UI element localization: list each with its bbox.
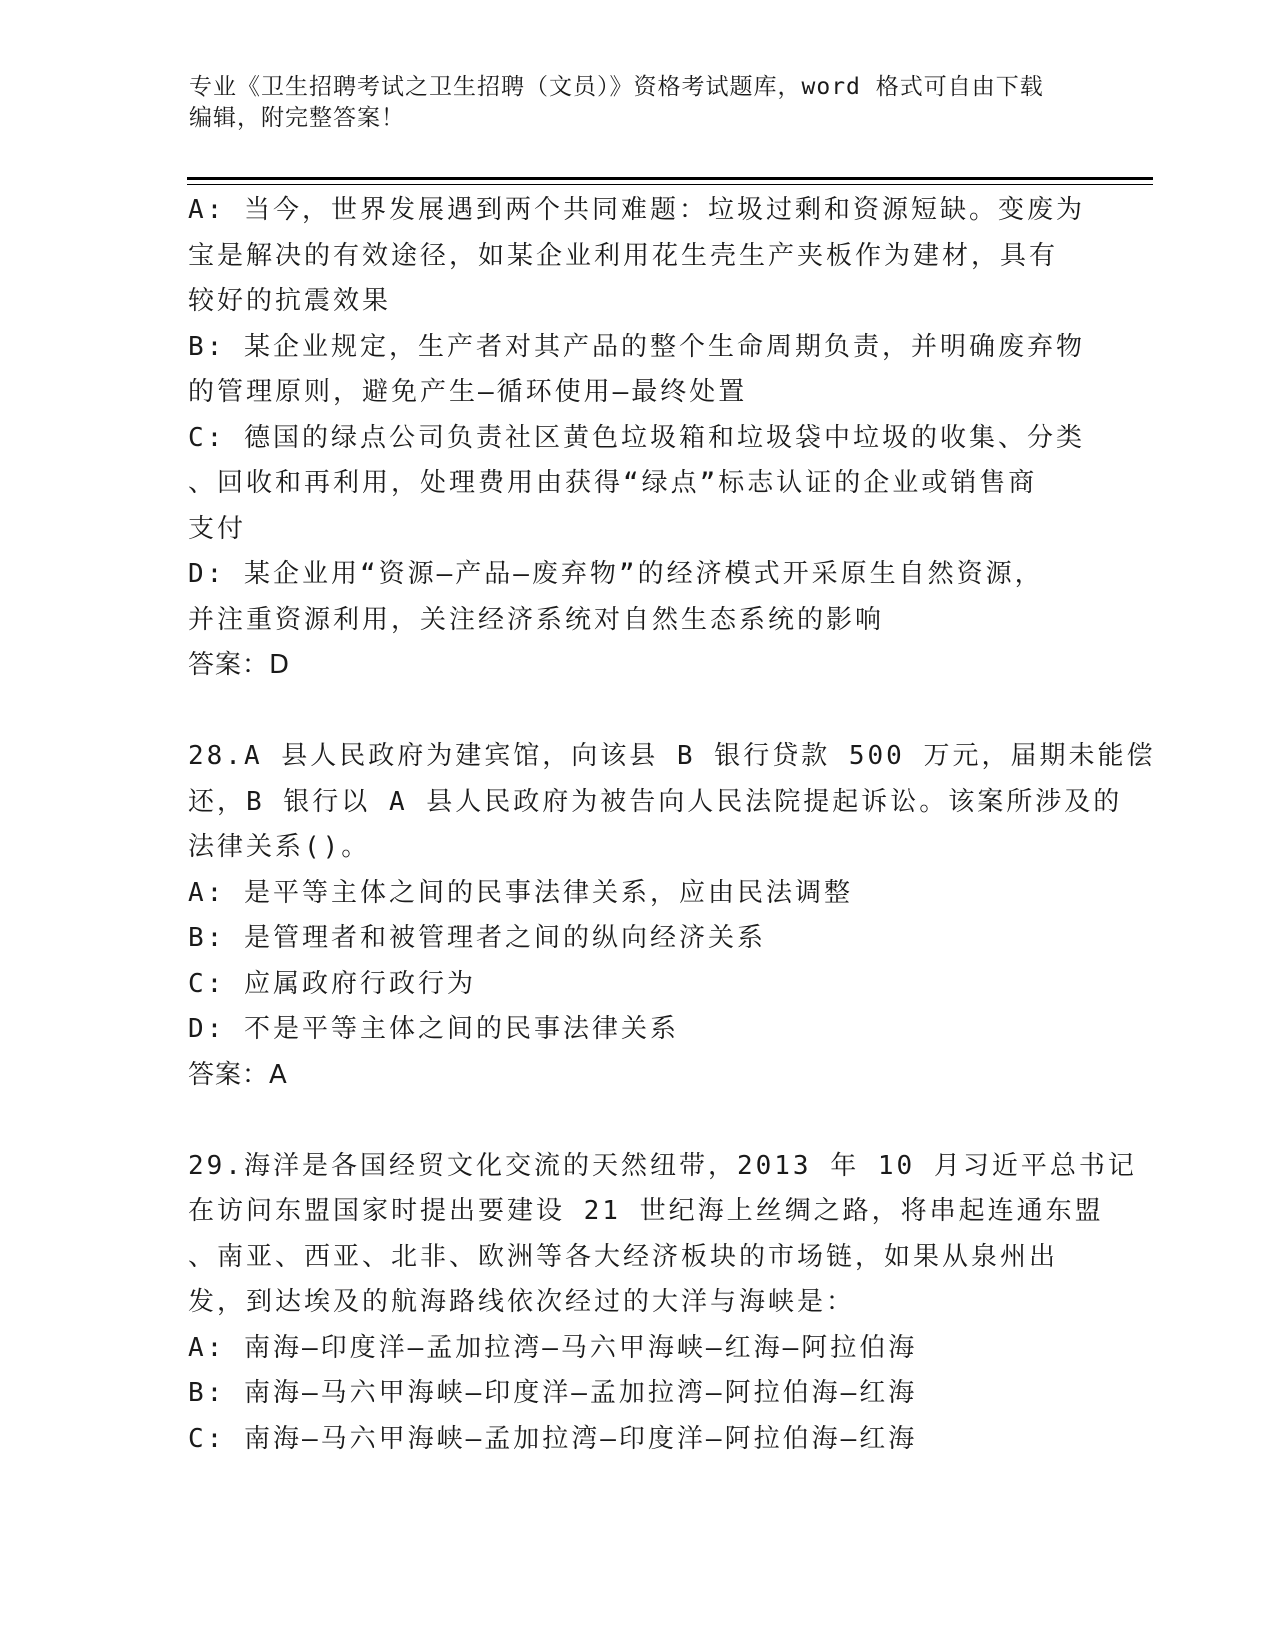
option-c — [188, 416, 1088, 553]
header-rule-thin — [187, 184, 1153, 185]
question-stem: 发，到达埃及的航海路线依次经过的大洋与海峡是： — [188, 1287, 856, 1317]
option-text: 较好的抗震效果 — [188, 286, 392, 316]
question-stem: 在访问东盟国家时提出要建设 21 世纪海上丝绸之路，将串起连通东盟 — [188, 1196, 1104, 1226]
spacer — [188, 1098, 1088, 1144]
option-c: C: 应属政府行政行为 — [188, 968, 476, 999]
question-27 — [188, 188, 1088, 689]
option-text: C: 德国的绿点公司负责社区黄色垃圾箱和垃圾袋中垃圾的收集、分类 — [188, 422, 1085, 453]
answer-label: 答案：A — [188, 1059, 288, 1090]
option-text: B: 某企业规定，生产者对其产品的整个生命周期负责，并明确废弃物 — [188, 331, 1085, 362]
question-stem: 还，B 银行以 A 县人民政府为被告向人民法院提起诉讼。该案所涉及的 — [188, 786, 1123, 817]
answer-label: 答案：D — [188, 650, 291, 680]
question-stem: 、南亚、西亚、北非、欧洲等各大经济板块的市场链，如果从泉州出 — [188, 1241, 1059, 1272]
option-text: 支付 — [188, 513, 247, 544]
option-a: A: 是平等主体之间的民事法律关系，应由民法调整 — [188, 877, 853, 908]
option-d — [188, 552, 1088, 643]
option-b — [188, 325, 1088, 416]
question-stem: 29.海洋是各国经贸文化交流的天然纽带，2013 年 10 月习近平总书记 — [188, 1150, 1137, 1181]
option-text: A: 当今，世界发展遇到两个共同难题：垃圾过剩和资源短缺。变废为 — [188, 195, 1085, 225]
option-b: B: 南海—马六甲海峡—印度洋—孟加拉湾—阿拉伯海—红海 — [188, 1378, 918, 1408]
question-29 — [188, 1144, 1137, 1463]
option-text: 宝是解决的有效途径，如某企业利用花生壳生产夹板作为建材，具有 — [188, 240, 1059, 271]
option-a: A: 南海—印度洋—孟加拉湾—马六甲海峡—红海—阿拉伯海 — [188, 1332, 918, 1363]
question-body — [188, 188, 1156, 1462]
question-28 — [188, 734, 1156, 1098]
option-text: 并注重资源利用，关注经济系统对自然生态系统的影响 — [188, 604, 885, 635]
option-text: 、回收和再利用，处理费用由获得“绿点”标志认证的企业或销售商 — [188, 468, 1038, 498]
question-stem: 28.A 县人民政府为建宾馆，向该县 B 银行贷款 500 万元，届期未能偿 — [188, 741, 1156, 771]
option-d: D: 不是平等主体之间的民事法律关系 — [188, 1014, 679, 1044]
option-c: C: 南海—马六甲海峡—孟加拉湾—印度洋—阿拉伯海—红海 — [188, 1423, 918, 1454]
header-rule-thick — [187, 177, 1153, 180]
spacer — [188, 689, 1088, 735]
option-a — [188, 188, 1088, 325]
option-b: B: 是管理者和被管理者之间的纵向经济关系 — [188, 923, 766, 953]
option-text: 的管理原则，避免产生—循环使用—最终处置 — [188, 377, 748, 407]
question-stem: 法律关系()。 — [188, 832, 371, 862]
header-line-1: 专业《卫生招聘考试之卫生招聘（文员）》资格考试题库，word 格式可自由下载 — [189, 74, 1044, 100]
header-line-2: 编辑，附完整答案！ — [189, 105, 405, 131]
option-text: D: 某企业用“资源—产品—废弃物”的经济模式开采原生自然资源， — [188, 559, 1044, 589]
page-header — [189, 72, 1089, 134]
